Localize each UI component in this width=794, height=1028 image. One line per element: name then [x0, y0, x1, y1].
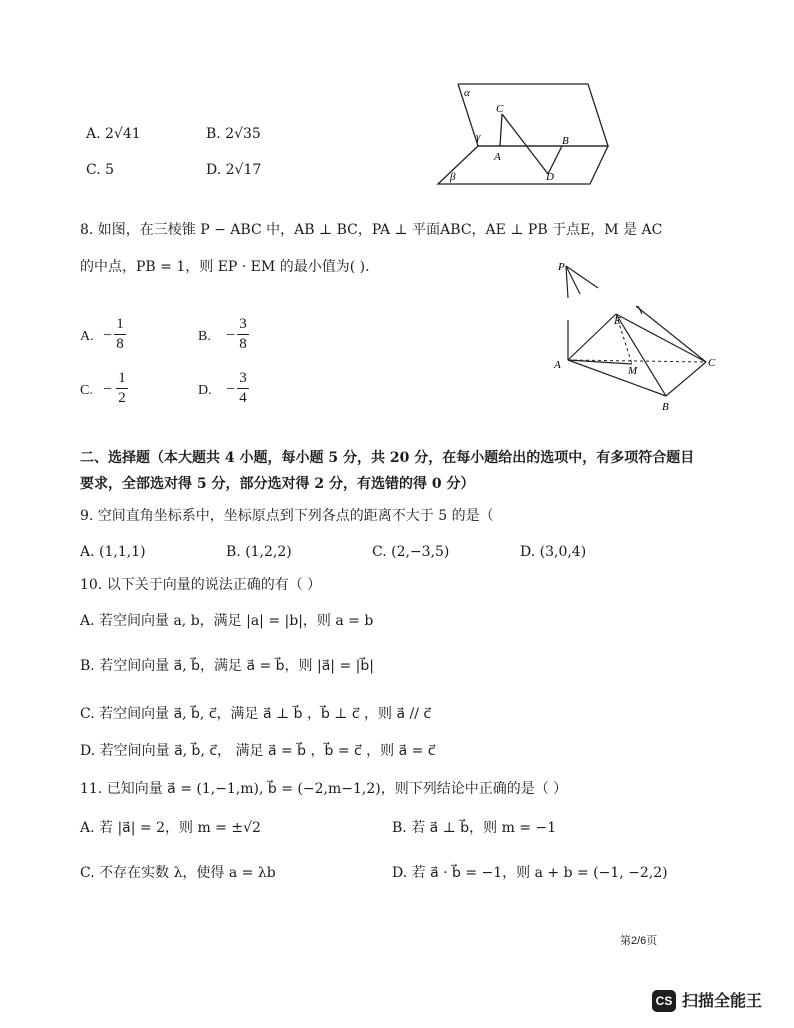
q8-option-c-numerator: 1	[118, 370, 126, 386]
q8-stem-line2: 的中点，PB = 1，则 EP · EM 的最小值为( ).	[80, 259, 370, 275]
q7-option-c: C. 5	[86, 162, 115, 178]
q11-option-d: D. 若 a⃗ · b⃗ = −1，则 a + b = (−1, −2,2)	[392, 865, 668, 881]
q8-option-d-label: D.	[198, 383, 212, 398]
q8-option-d-fraction	[237, 370, 249, 407]
q7-dihedral-figure	[430, 76, 650, 192]
q8-option-c-fraction	[116, 370, 128, 407]
q9-option-b: B. (1,2,2)	[226, 544, 292, 560]
q10-option-c: C. 若空间向量 a⃗, b⃗, c⃗，满足 a⃗ ⊥ b⃗ ，b⃗ ⊥ c⃗ ，则 a⃗ // c⃗	[80, 706, 432, 722]
q7-option-b: B. 2√35	[206, 126, 261, 142]
q8-option-b-denominator: 8	[239, 336, 247, 352]
page-number: 第2/6页	[620, 935, 658, 947]
q10-stem: 10. 以下关于向量的说法正确的有（ ）	[80, 577, 322, 593]
q8-option-c-label: C.	[80, 383, 93, 398]
q11-option-a: A. 若 |a⃗| = 2，则 m = ±√2	[80, 820, 261, 836]
q9-stem: 9. 空间直角坐标系中，坐标原点到下列各点的距离不大于 5 的是（	[80, 508, 494, 524]
point-d-label: D	[546, 171, 554, 183]
q10-option-d: D. 若空间向量 a⃗, b⃗, c⃗， 满足 a⃗ = b⃗ ，b⃗ = c⃗ ，则 a⃗ = c⃗	[80, 743, 436, 759]
q8-option-d-denominator: 4	[239, 390, 247, 406]
gamma-label: γ	[476, 131, 481, 143]
camscanner-logo-icon: CS	[652, 990, 676, 1012]
point-a-label: A	[554, 359, 561, 371]
point-b-label: B	[562, 135, 569, 147]
q8-option-d-minus: −	[226, 381, 236, 398]
q8-option-b-label: B.	[198, 329, 211, 344]
q7-option-a: A. 2√41	[86, 126, 141, 142]
q8-option-b-fraction	[237, 316, 249, 353]
point-e-label: E	[614, 315, 621, 327]
q8-option-a-minus: −	[103, 327, 113, 344]
q8-option-a-fraction	[114, 316, 126, 353]
q8-option-b-numerator: 3	[239, 316, 247, 332]
q9-option-a: A. (1,1,1)	[80, 544, 146, 560]
q11-stem: 11. 已知向量 a⃗ = (1,−1,m), b⃗ = (−2,m−1,2)，则下列结论中正确的是（ ）	[80, 781, 568, 797]
q8-stem-line1: 8. 如图，在三棱锥 P − ABC 中，AB ⊥ BC，PA ⊥ 平面ABC，AE ⊥ PB 于点E，M 是 AC	[80, 222, 663, 238]
q9-option-c: C. (2,−3,5)	[372, 544, 450, 560]
q8-option-a-denominator: 8	[116, 336, 124, 352]
q11-option-b: B. 若 a⃗ ⊥ b⃗，则 m = −1	[392, 820, 557, 836]
q8-tetrahedron-figure	[548, 256, 728, 416]
alpha-label: α	[464, 87, 470, 99]
section2-heading-line2: 要求，全部选对得 5 分，部分选对得 2 分，有选错的得 0 分）	[80, 476, 475, 492]
q8-option-a-label: A.	[80, 329, 94, 344]
q11-option-c: C. 不存在实数 λ，使得 a = λb	[80, 865, 276, 881]
point-b-label: B	[662, 401, 669, 413]
q10-option-a: A. 若空间向量 a, b，满足 |a| = |b|，则 a = b	[80, 613, 374, 629]
section2-heading-line1: 二、选择题（本大题共 4 小题，每小题 5 分，共 20 分，在每小题给出的选项中，有多项符合题目	[80, 450, 695, 466]
point-p-label: P	[558, 261, 565, 273]
q8-option-c-minus: −	[103, 381, 113, 398]
point-m-label: M	[628, 365, 638, 377]
q9-option-d: D. (3,0,4)	[520, 544, 587, 560]
camscanner-brand-text: 扫描全能王	[682, 991, 763, 1010]
q7-option-d: D. 2√17	[206, 162, 262, 178]
q8-option-d-numerator: 3	[239, 370, 247, 386]
q10-option-b: B. 若空间向量 a⃗, b⃗，满足 a⃗ = b⃗，则 |a⃗| = |b⃗|	[80, 658, 374, 674]
beta-label: β	[450, 171, 456, 183]
q8-option-b-minus: −	[226, 327, 236, 344]
q8-option-c-denominator: 2	[118, 390, 126, 406]
point-c-label: C	[708, 357, 716, 369]
q8-option-a-numerator: 1	[116, 316, 124, 332]
point-a-label: A	[494, 151, 501, 163]
point-c-label: C	[496, 103, 504, 115]
